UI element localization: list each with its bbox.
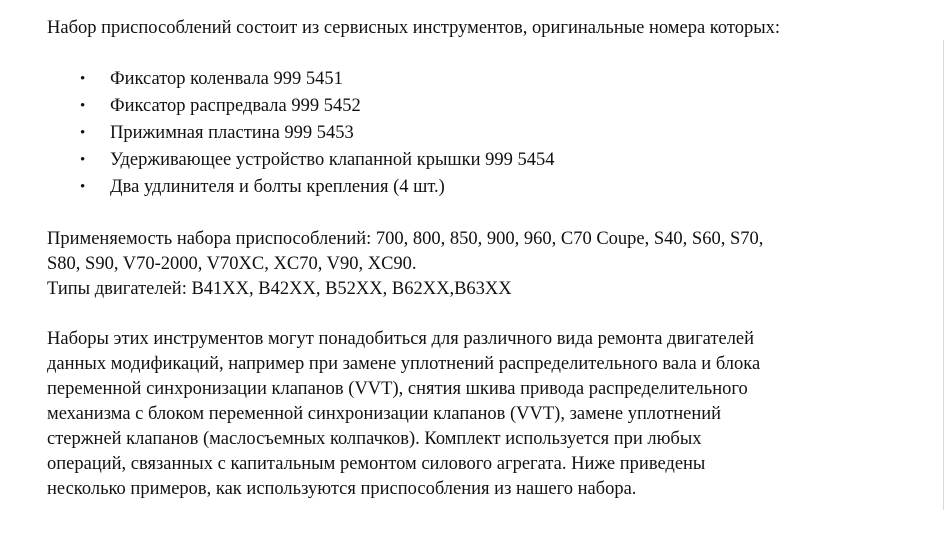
engine-types: Типы двигателей: B41XX, B42XX, B52XX, B62XX,B63XX — [47, 279, 512, 299]
description-line: стержней клапанов (маслосъемных колпачков). Комплект используется при любых — [47, 429, 702, 449]
list-item-text: Два удлинителя и болты крепления (4 шт.) — [110, 177, 445, 197]
description-line: переменной синхронизации клапанов (VVT), снятия шкива привода распределительного — [47, 379, 748, 399]
description-line: механизма с блоком переменной синхронизации клапанов (VVT), замене уплотнений — [47, 404, 722, 424]
list-item-text: Фиксатор распредвала 999 5452 — [110, 96, 361, 116]
bullet-icon: • — [80, 125, 86, 141]
list-item-text: Фиксатор коленвала 999 5451 — [110, 69, 343, 89]
applicability-line-2: S80, S90, V70-2000, V70XC, XC70, V90, XC90. — [47, 254, 417, 274]
page-edge-divider — [943, 40, 944, 510]
description-line: данных модификаций, например при замене уплотнений распределительного вала и блока — [47, 354, 761, 374]
description-line: операций, связанных с капитальным ремонтом силового агрегата. Ниже приведены — [47, 454, 706, 474]
list-item-text: Прижимная пластина 999 5453 — [110, 123, 354, 143]
bullet-icon: • — [80, 71, 86, 87]
description-line: несколько примеров, как используются приспособления из нашего набора. — [47, 479, 637, 499]
list-item-text: Удерживающее устройство клапанной крышки 999 5454 — [110, 150, 555, 170]
description-line: Наборы этих инструментов могут понадобиться для различного вида ремонта двигателей — [47, 329, 755, 349]
bullet-icon: • — [80, 98, 86, 114]
applicability-line-1: Применяемость набора приспособлений: 700, 800, 850, 900, 960, C70 Coupe, S40, S60, S70, — [47, 229, 764, 249]
intro-paragraph: Набор приспособлений состоит из сервисных инструментов, оригинальные номера которых: — [47, 18, 781, 38]
bullet-icon: • — [80, 179, 86, 195]
bullet-icon: • — [80, 152, 86, 168]
